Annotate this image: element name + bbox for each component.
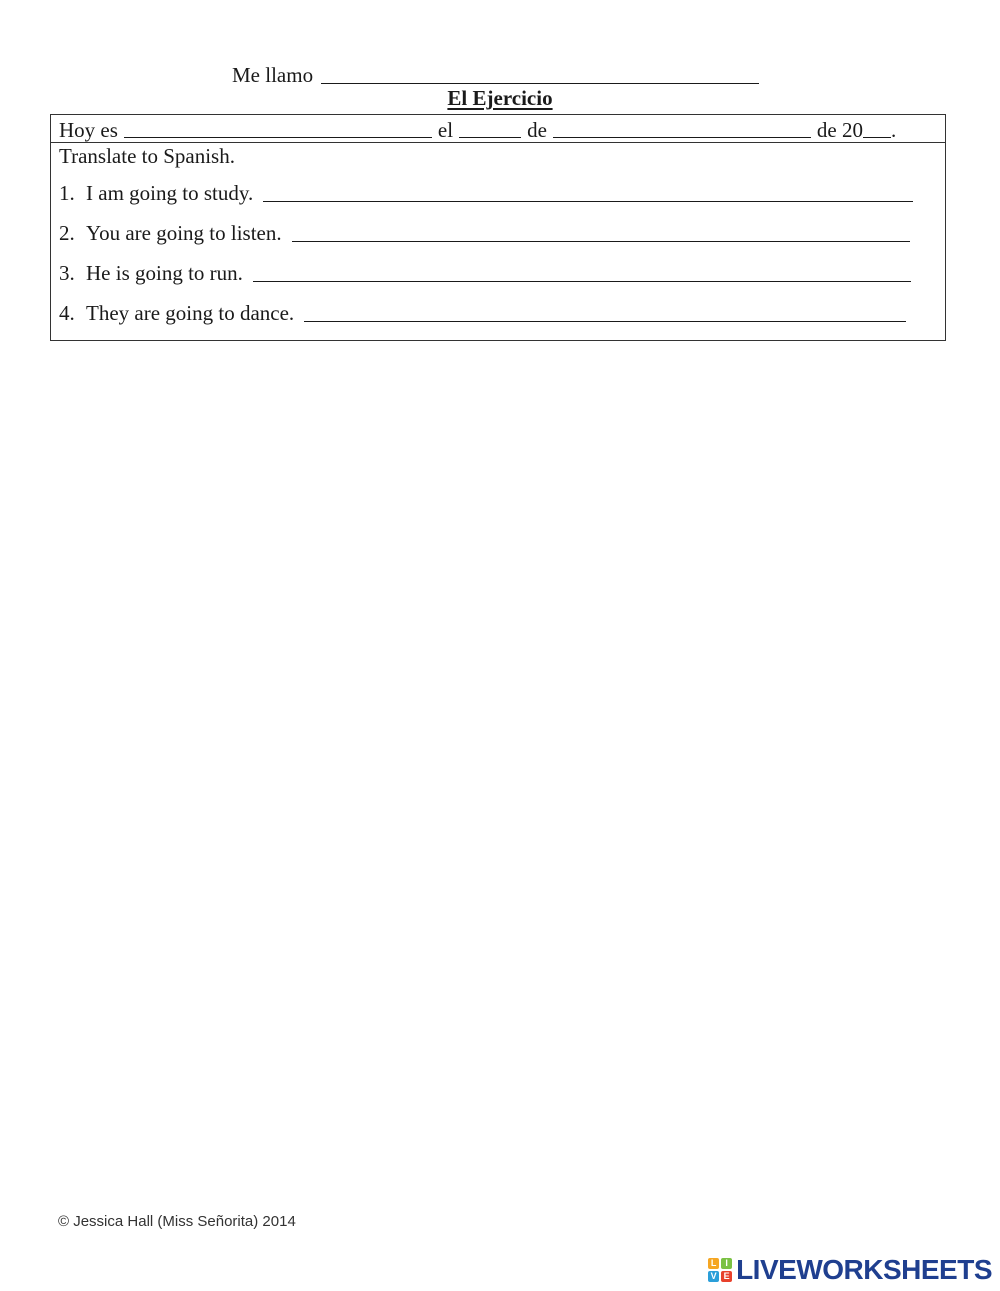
question-number: 2. xyxy=(59,221,75,245)
logo-tile-l: L xyxy=(708,1258,719,1269)
year-blank[interactable] xyxy=(863,121,891,138)
liveworksheets-logo[interactable] xyxy=(708,1254,992,1286)
date-label-hoy-es: Hoy es xyxy=(59,118,118,142)
question-text: They are going to dance. xyxy=(86,301,295,325)
answer-blank-4[interactable] xyxy=(304,305,906,322)
date-label-de-20: de 20 xyxy=(816,118,863,142)
date-label-de: de xyxy=(527,118,547,142)
name-answer-blank[interactable] xyxy=(321,65,759,84)
date-period: . xyxy=(890,118,897,142)
logo-tile-v: V xyxy=(708,1271,719,1282)
name-row xyxy=(232,58,759,88)
instructions: Translate to Spanish. xyxy=(59,144,235,168)
exercise-box xyxy=(50,114,946,341)
date-label-el: el xyxy=(437,118,454,142)
question-text: I am going to study. xyxy=(86,181,254,205)
worksheet-title: El Ejercicio xyxy=(447,86,553,110)
day-number-blank[interactable] xyxy=(459,121,521,138)
logo-tile-e: E xyxy=(721,1271,732,1282)
liveworksheets-logo-icon xyxy=(708,1258,732,1282)
month-blank[interactable] xyxy=(553,121,811,138)
question-text: He is going to run. xyxy=(86,261,243,285)
question-text: You are going to listen. xyxy=(86,221,282,245)
question-row-2 xyxy=(59,221,910,246)
question-row-1 xyxy=(59,181,913,206)
question-number: 1. xyxy=(59,181,75,205)
question-row-4 xyxy=(59,301,906,326)
question-number: 4. xyxy=(59,301,75,325)
answer-blank-2[interactable] xyxy=(292,225,910,242)
liveworksheets-logo-text: LIVEWORKSHEETS xyxy=(736,1254,992,1285)
logo-tile-i: I xyxy=(721,1258,732,1269)
answer-blank-3[interactable] xyxy=(253,265,911,282)
name-label: Me llamo xyxy=(232,63,314,87)
answer-blank-1[interactable] xyxy=(263,185,913,202)
copyright-notice: © Jessica Hall (Miss Señorita) 2014 xyxy=(58,1213,296,1230)
date-row xyxy=(51,115,945,143)
question-number: 3. xyxy=(59,261,75,285)
day-of-week-blank[interactable] xyxy=(124,121,432,138)
question-row-3 xyxy=(59,261,911,286)
